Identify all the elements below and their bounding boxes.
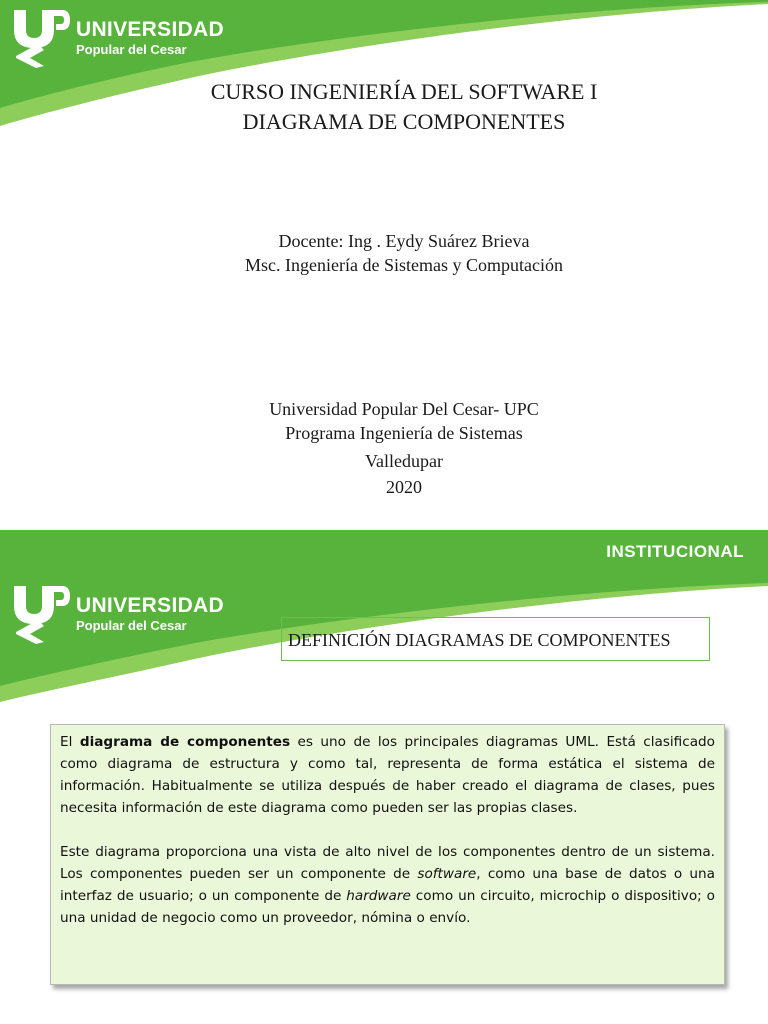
course-title: CURSO INGENIERÍA DEL SOFTWARE I [210, 79, 598, 104]
teacher-name: Docente: Ing . Eydy Suárez Brieva [278, 231, 530, 251]
logo-name-line2: Popular del Cesar [76, 618, 187, 633]
year: 2020 [386, 477, 422, 497]
footer-label: INSTITUCIONAL [606, 542, 744, 561]
logo-name-line1: UNIVERSIDAD [76, 594, 224, 617]
topic-title: DIAGRAMA DE COMPONENTES [242, 109, 566, 134]
p2-software-term: software [417, 866, 477, 882]
university-name: Universidad Popular Del Cesar- UPC [269, 399, 539, 419]
university-logo [8, 6, 224, 68]
p1-lead: El [60, 734, 73, 750]
p2-part-a: Este diagrama proporciona una vista de alto nivel de los componentes dentro de un sistema. Los componentes pueden ser un componente de [60, 844, 715, 882]
upc-logo-icon [8, 6, 72, 68]
p2-part-c: como un circuito, microchip o dispositivo; o una unidad de negocio como un proveedor, nómina o envío. [60, 888, 715, 926]
upc-logo-icon [8, 582, 72, 644]
definition-text-box [50, 724, 725, 985]
paragraph-1 [60, 731, 715, 819]
p2-hardware-term: hardware [346, 888, 411, 904]
definition-slide [0, 580, 768, 1024]
university-logo [8, 582, 224, 644]
institutional-footer [0, 530, 768, 580]
teacher-degree: Msc. Ingeniería de Sistemas y Computación [245, 255, 563, 275]
paragraph-2 [60, 841, 715, 929]
p1-bold-term: diagrama de componentes [79, 734, 291, 750]
logo-name-line1: UNIVERSIDAD [76, 18, 224, 41]
program-name: Programa Ingeniería de Sistemas [285, 423, 523, 443]
p2-part-b: , como una base de datos o una interfaz de usuario; o un componente de [60, 866, 715, 904]
section-title: DEFINICIÓN DIAGRAMAS DE COMPONENTES [288, 630, 671, 650]
logo-name-line2: Popular del Cesar [76, 42, 187, 57]
city-name: Valledupar [365, 451, 443, 471]
p1-rest: es uno de los principales diagramas UML. Está clasificado como diagrama de estructura y como tal, representa de forma estática el sistema de información. Habitualmente se utiliza después de haber creado el diagrama de clases, pues necesita información de este diagrama como pueden ser las propias clases. [60, 734, 715, 816]
